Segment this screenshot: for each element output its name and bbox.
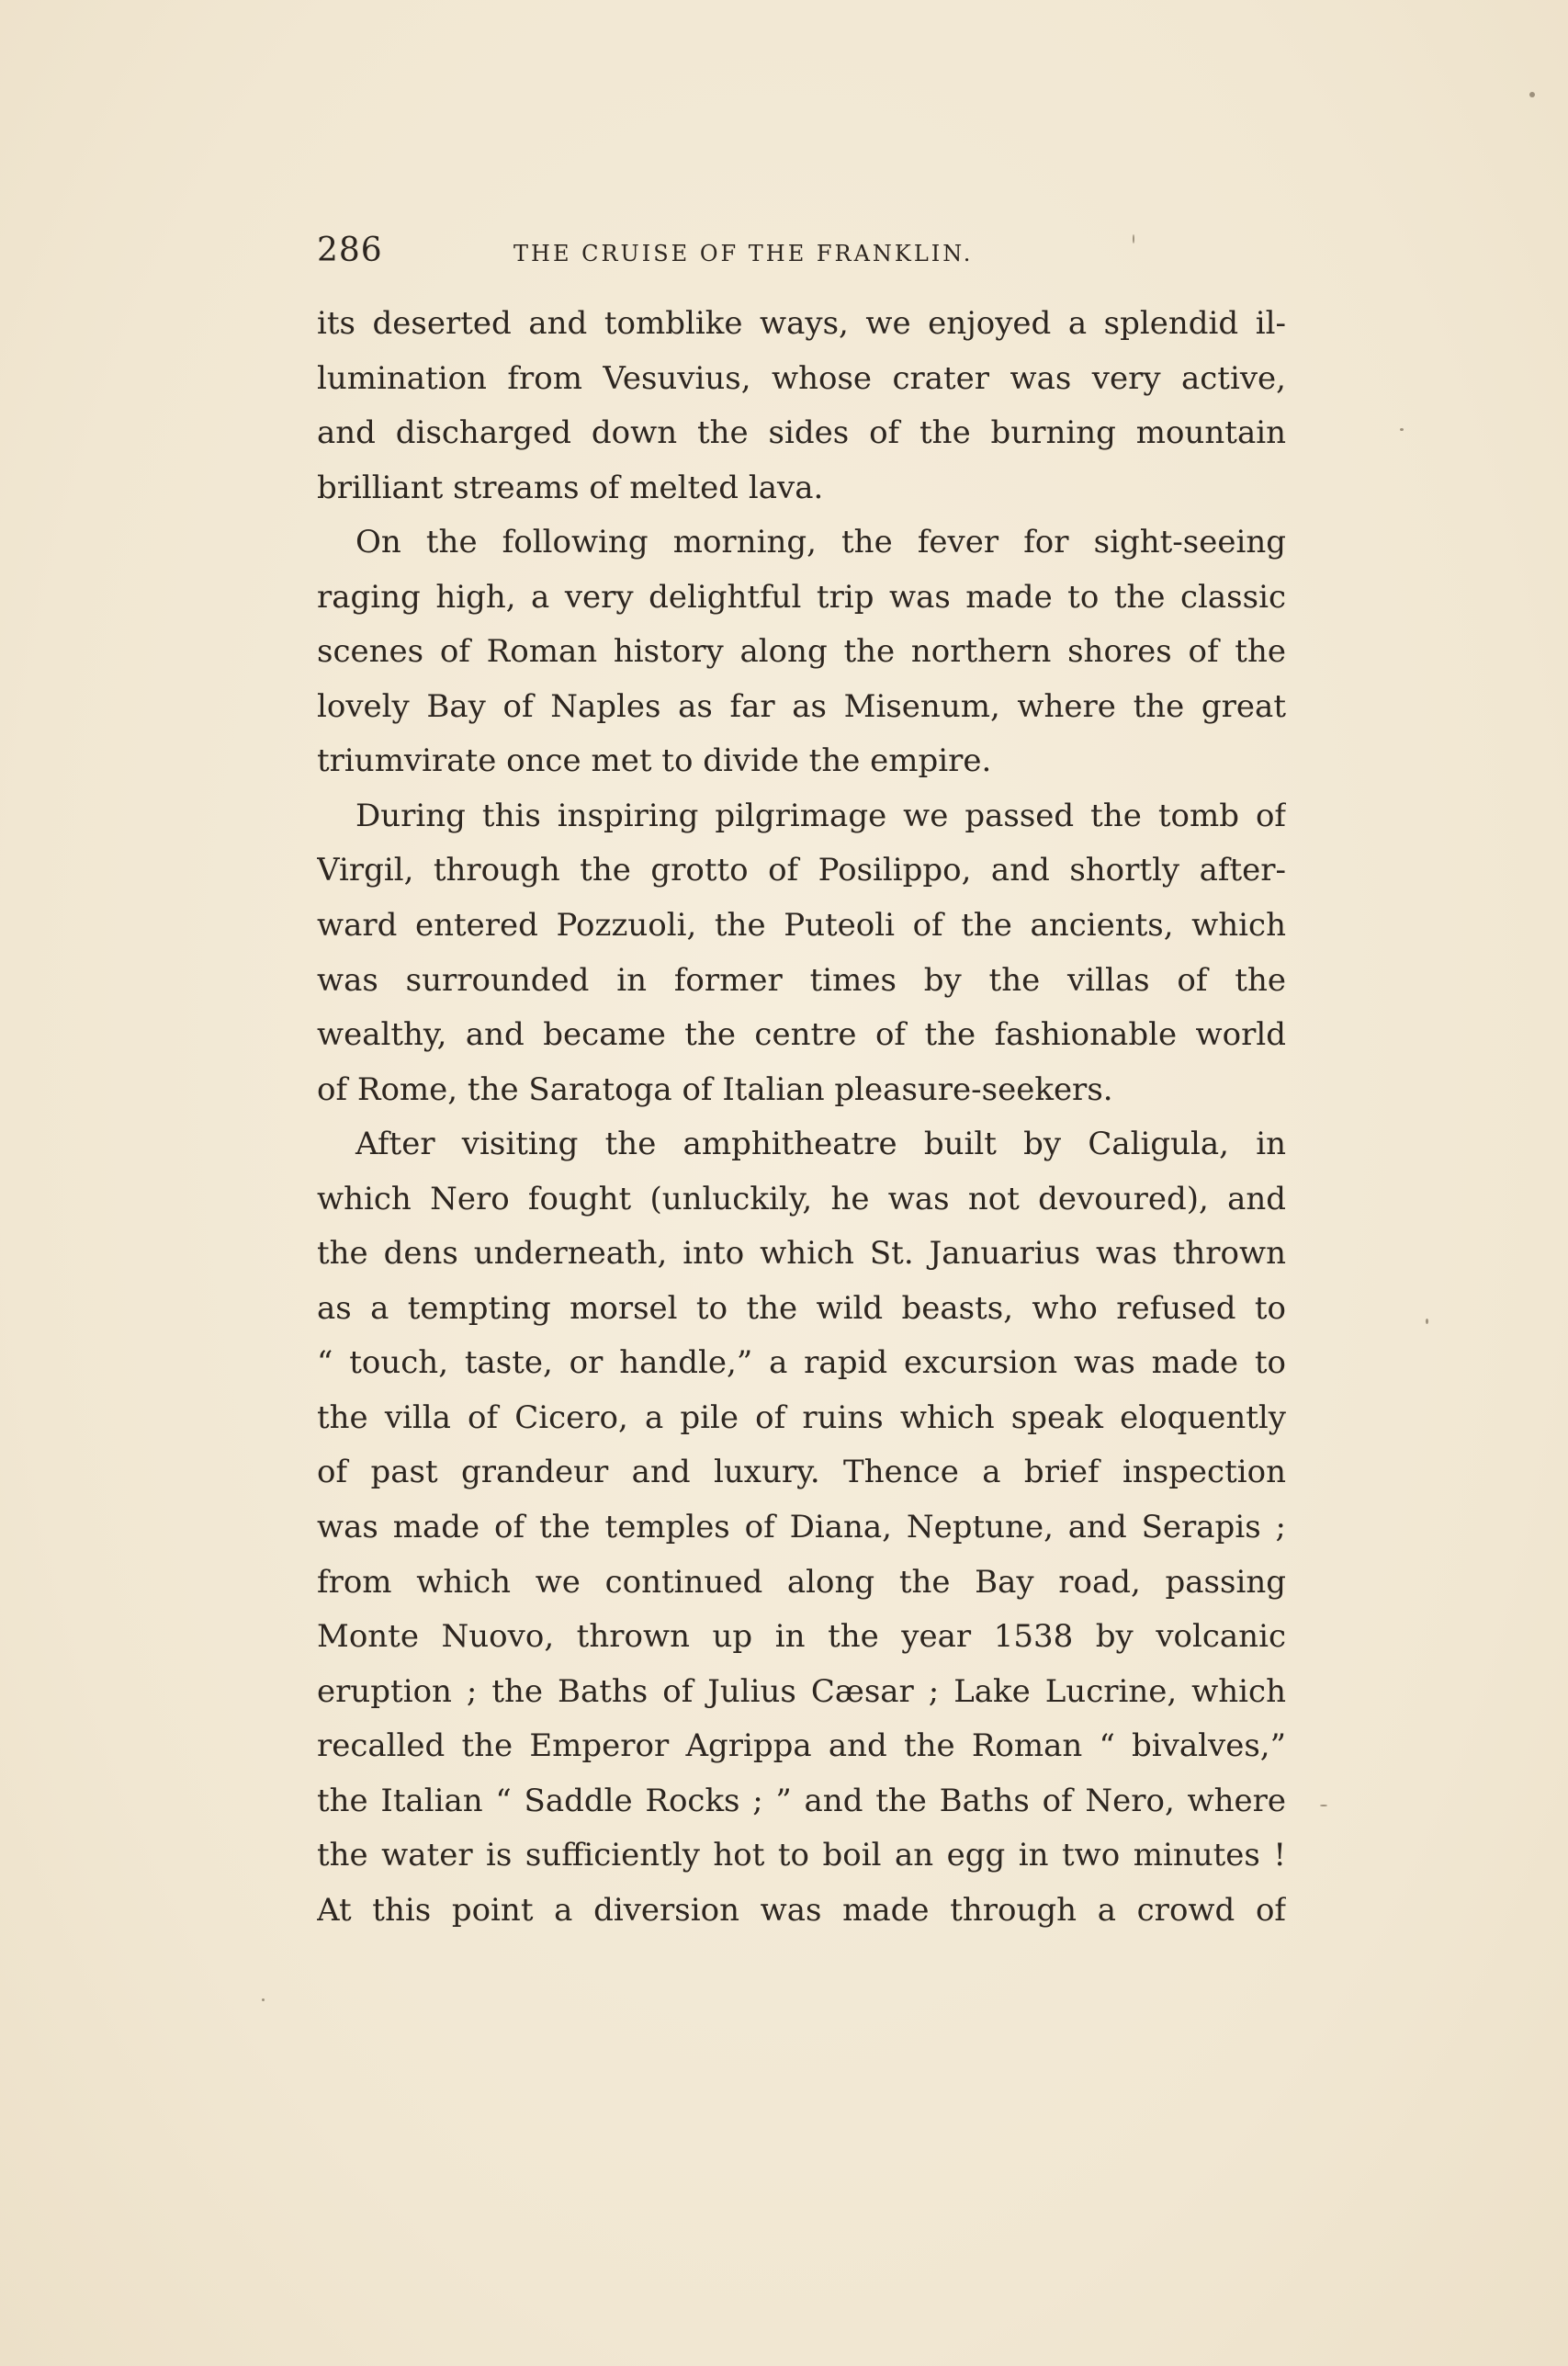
text-line: the water is sufficiently hot to boil an egg in two minutes ! bbox=[317, 1837, 1286, 1874]
text-line: On the following morning, the fever for sight-seeing bbox=[355, 524, 1286, 561]
text-line: At this point a diversion was made through a crowd of bbox=[317, 1891, 1286, 1929]
text-line: of past grandeur and luxury. Thence a brief inspection bbox=[317, 1454, 1286, 1491]
paper-speck bbox=[1133, 234, 1134, 243]
text-line: After visiting the amphitheatre built by Caligula, in bbox=[355, 1126, 1286, 1163]
paper-speck bbox=[1529, 92, 1535, 97]
page-number: 286 bbox=[317, 232, 383, 269]
text-line: brilliant streams of melted lava. bbox=[317, 469, 824, 506]
text-line: as a tempting morsel to the wild beasts, who refused to bbox=[317, 1289, 1286, 1327]
text-line: raging high, a very delightful trip was made to the classic bbox=[317, 578, 1286, 616]
text-line: its deserted and tomblike ways, we enjoyed a splendid il- bbox=[317, 305, 1286, 342]
text-line: the dens underneath, into which St. Januarius was thrown bbox=[317, 1235, 1286, 1273]
text-line: wealthy, and became the centre of the fashionable world bbox=[317, 1016, 1286, 1054]
body-text bbox=[317, 297, 1286, 1938]
text-line: from which we continued along the Bay road, passing bbox=[317, 1563, 1286, 1601]
text-line: ward entered Pozzuoli, the Puteoli of the ancients, which bbox=[317, 907, 1286, 945]
text-line: triumvirate once met to divide the empire. bbox=[317, 742, 992, 780]
text-line: Monte Nuovo, thrown up in the year 1538 by volcanic bbox=[317, 1618, 1286, 1656]
text-line: and discharged down the sides of the burning mountain bbox=[317, 414, 1286, 452]
paper-speck bbox=[1320, 1805, 1327, 1806]
running-title: THE CRUISE OF THE FRANKLIN. bbox=[513, 241, 974, 266]
paper-speck bbox=[1400, 428, 1404, 431]
paper-speck bbox=[1426, 1319, 1428, 1324]
page-header bbox=[317, 228, 1286, 274]
text-line: scenes of Roman history along the northern shores of the bbox=[317, 633, 1286, 671]
text-line: lovely Bay of Naples as far as Misenum, where the great bbox=[317, 687, 1286, 725]
text-line: “ touch, taste, or handle,” a rapid excursion was made to bbox=[317, 1344, 1286, 1382]
text-line: eruption ; the Baths of Julius Cæsar ; Lake Lucrine, which bbox=[317, 1672, 1286, 1710]
text-line: was surrounded in former times by the villas of the bbox=[317, 961, 1286, 999]
text-line: During this inspiring pilgrimage we passed the tomb of bbox=[355, 797, 1286, 834]
text-line: was made of the temples of Diana, Neptune, and Serapis ; bbox=[317, 1509, 1286, 1546]
text-line: the Italian “ Saddle Rocks ; ” and the Baths of Nero, where bbox=[317, 1782, 1286, 1819]
text-line: which Nero fought (unluckily, he was not devoured), and bbox=[317, 1180, 1286, 1217]
text-line: of Rome, the Saratoga of Italian pleasure-seekers. bbox=[317, 1070, 1113, 1108]
text-line: lumination from Vesuvius, whose crater was very active, bbox=[317, 359, 1286, 397]
text-line: recalled the Emperor Agrippa and the Roman “ bivalves,” bbox=[317, 1727, 1286, 1765]
paper-speck bbox=[262, 1998, 265, 2001]
text-line: Virgil, through the grotto of Posilippo, and shortly after- bbox=[317, 852, 1286, 889]
text-line: the villa of Cicero, a pile of ruins which speak eloquently bbox=[317, 1398, 1286, 1436]
